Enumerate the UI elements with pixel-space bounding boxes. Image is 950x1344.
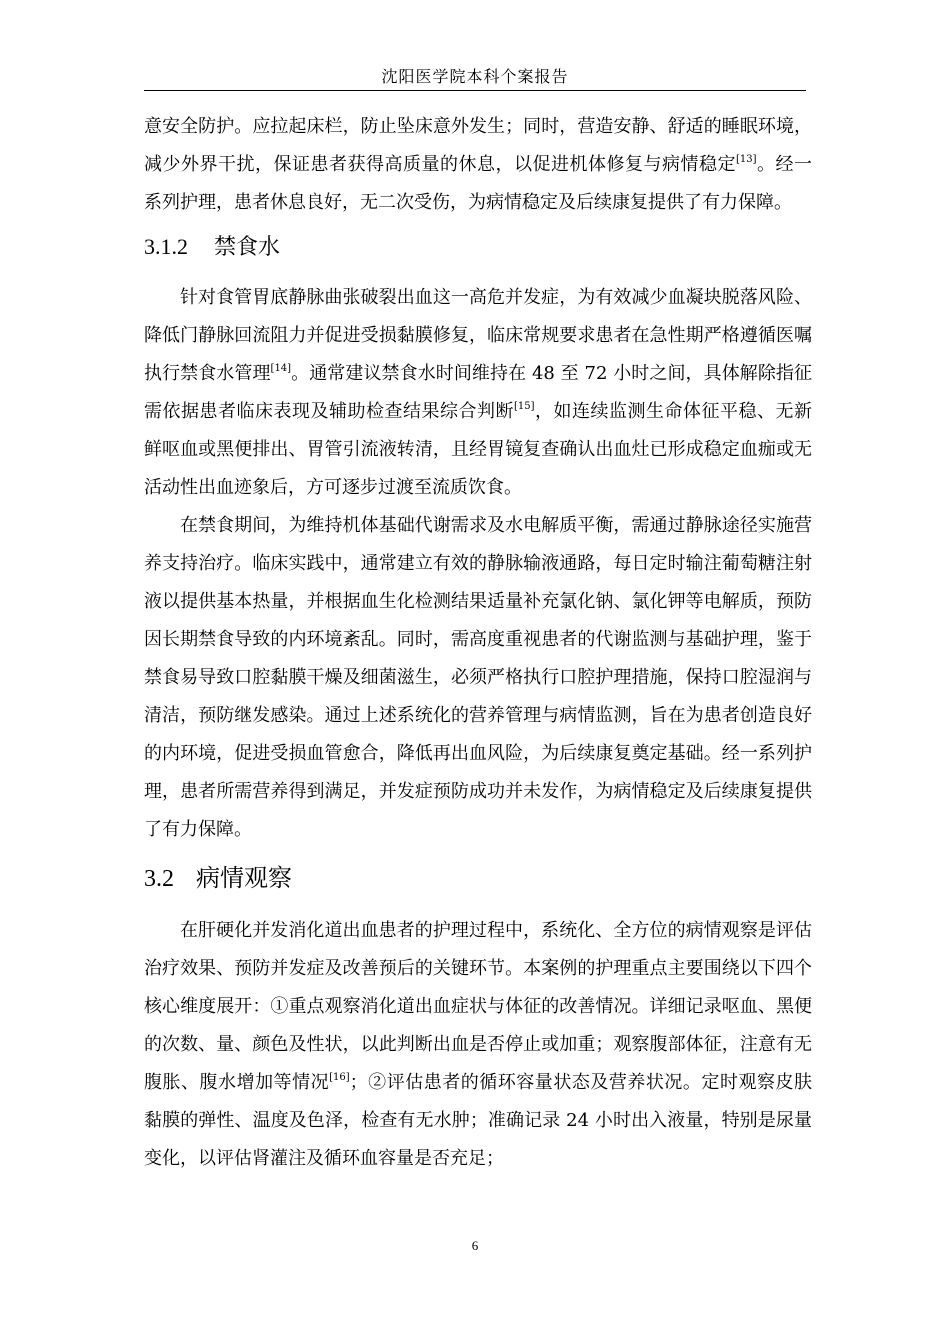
text: 针对食管胃底静脉曲张破裂出血这一高危并发症，为有效减少血凝块脱落风险、降低门静脉回流阻力并促进受损黏膜修复，临床常规要求患者在急性期严格遵循医嘱执行禁食水管理: [144, 287, 812, 384]
text: 。经一系列护理，患者休息良好，无二次受伤，为病情稳定及后续康复提供了有力保障。: [144, 154, 812, 213]
running-header: 沈阳医学院本科个案报告: [381, 67, 569, 86]
page-number: 6: [471, 1238, 479, 1253]
page-body: [144, 108, 812, 1178]
citation: [14]: [270, 363, 292, 374]
text: ，如连续监测生命体征平稳、无新鲜呕血或黑便排出、胃管引流液转清，且经胃镜复查确认出血灶已形成稳定血痂或无活动性出血迹象后，方可逐步过渡至流质饮食。: [144, 401, 813, 498]
text: 。通常建议禁食水时间维持在 48 至 72 小时之间，具体解除指征需依据患者临床表现及辅助检查结果综合判断: [144, 363, 812, 422]
section-title: 禁食水: [214, 235, 281, 260]
section-heading-3-2: [144, 863, 812, 894]
text: 在肝硬化并发消化道出血患者的护理过程中，系统化、全方位的病情观察是评估治疗效果、预防并发症及改善预后的关键环节。本案例的护理重点主要围绕以下四个核心维度展开：①重点观察消化道出血症状与体征的改善情况。详细记录呕血、黑便的次数、量、颜色及性状，以此判断出血是否停止或加重；观察腹部体征，注意有无腹胀、腹水增加等情况: [144, 920, 812, 1093]
citation: [15]: [513, 401, 535, 412]
paragraph-2: [144, 279, 812, 507]
section-number: 3.2: [144, 866, 174, 892]
paragraph-3: 在禁食期间，为维持机体基础代谢需求及水电解质平衡，需通过静脉途径实施营养支持治疗。临床实践中，通常建立有效的静脉输液通路，每日定时输注葡萄糖注射液以提供基本热量，并根据血生化检测结果适量补充氯化钠、氯化钾等电解质，预防因长期禁食导致的内环境紊乱。同时，需高度重视患者的代谢监测与基础护理，鉴于禁食易导致口腔黏膜干燥及细菌滋生，必须严格执行口腔护理措施，保持口腔湿润与清洁，预防继发感染。通过上述系统化的营养管理与病情监测，旨在为患者创造良好的内环境，促进受损血管愈合，降低再出血风险，为后续康复奠定基础。经一系列护理，患者所需营养得到满足，并发症预防成功并未发作，为病情稳定及后续康复提供了有力保障。: [144, 515, 812, 840]
text: ；②评估患者的循环容量状态及营养状况。定时观察皮肤黏膜的弹性、温度及色泽，检查有无水肿；准确记录 24 小时出入液量，特别是尿量变化，以评估肾灌注及循环血容量是否充足；: [144, 1072, 813, 1169]
citation: [13]: [735, 154, 757, 165]
text: 意安全防护。应拉起床栏，防止坠床意外发生；同时，营造安静、舒适的睡眠环境，减少外界干扰，保证患者获得高质量的休息，以促进机体修复与病情稳定: [144, 116, 812, 175]
section-title: 病情观察: [196, 864, 292, 892]
section-number: 3.1.2: [144, 234, 188, 259]
paragraph-4: [144, 912, 812, 1178]
header-rule: [144, 90, 806, 91]
paragraph-1: [144, 108, 812, 222]
section-heading-3-1-2: [144, 232, 812, 263]
citation: [16]: [329, 1072, 350, 1083]
